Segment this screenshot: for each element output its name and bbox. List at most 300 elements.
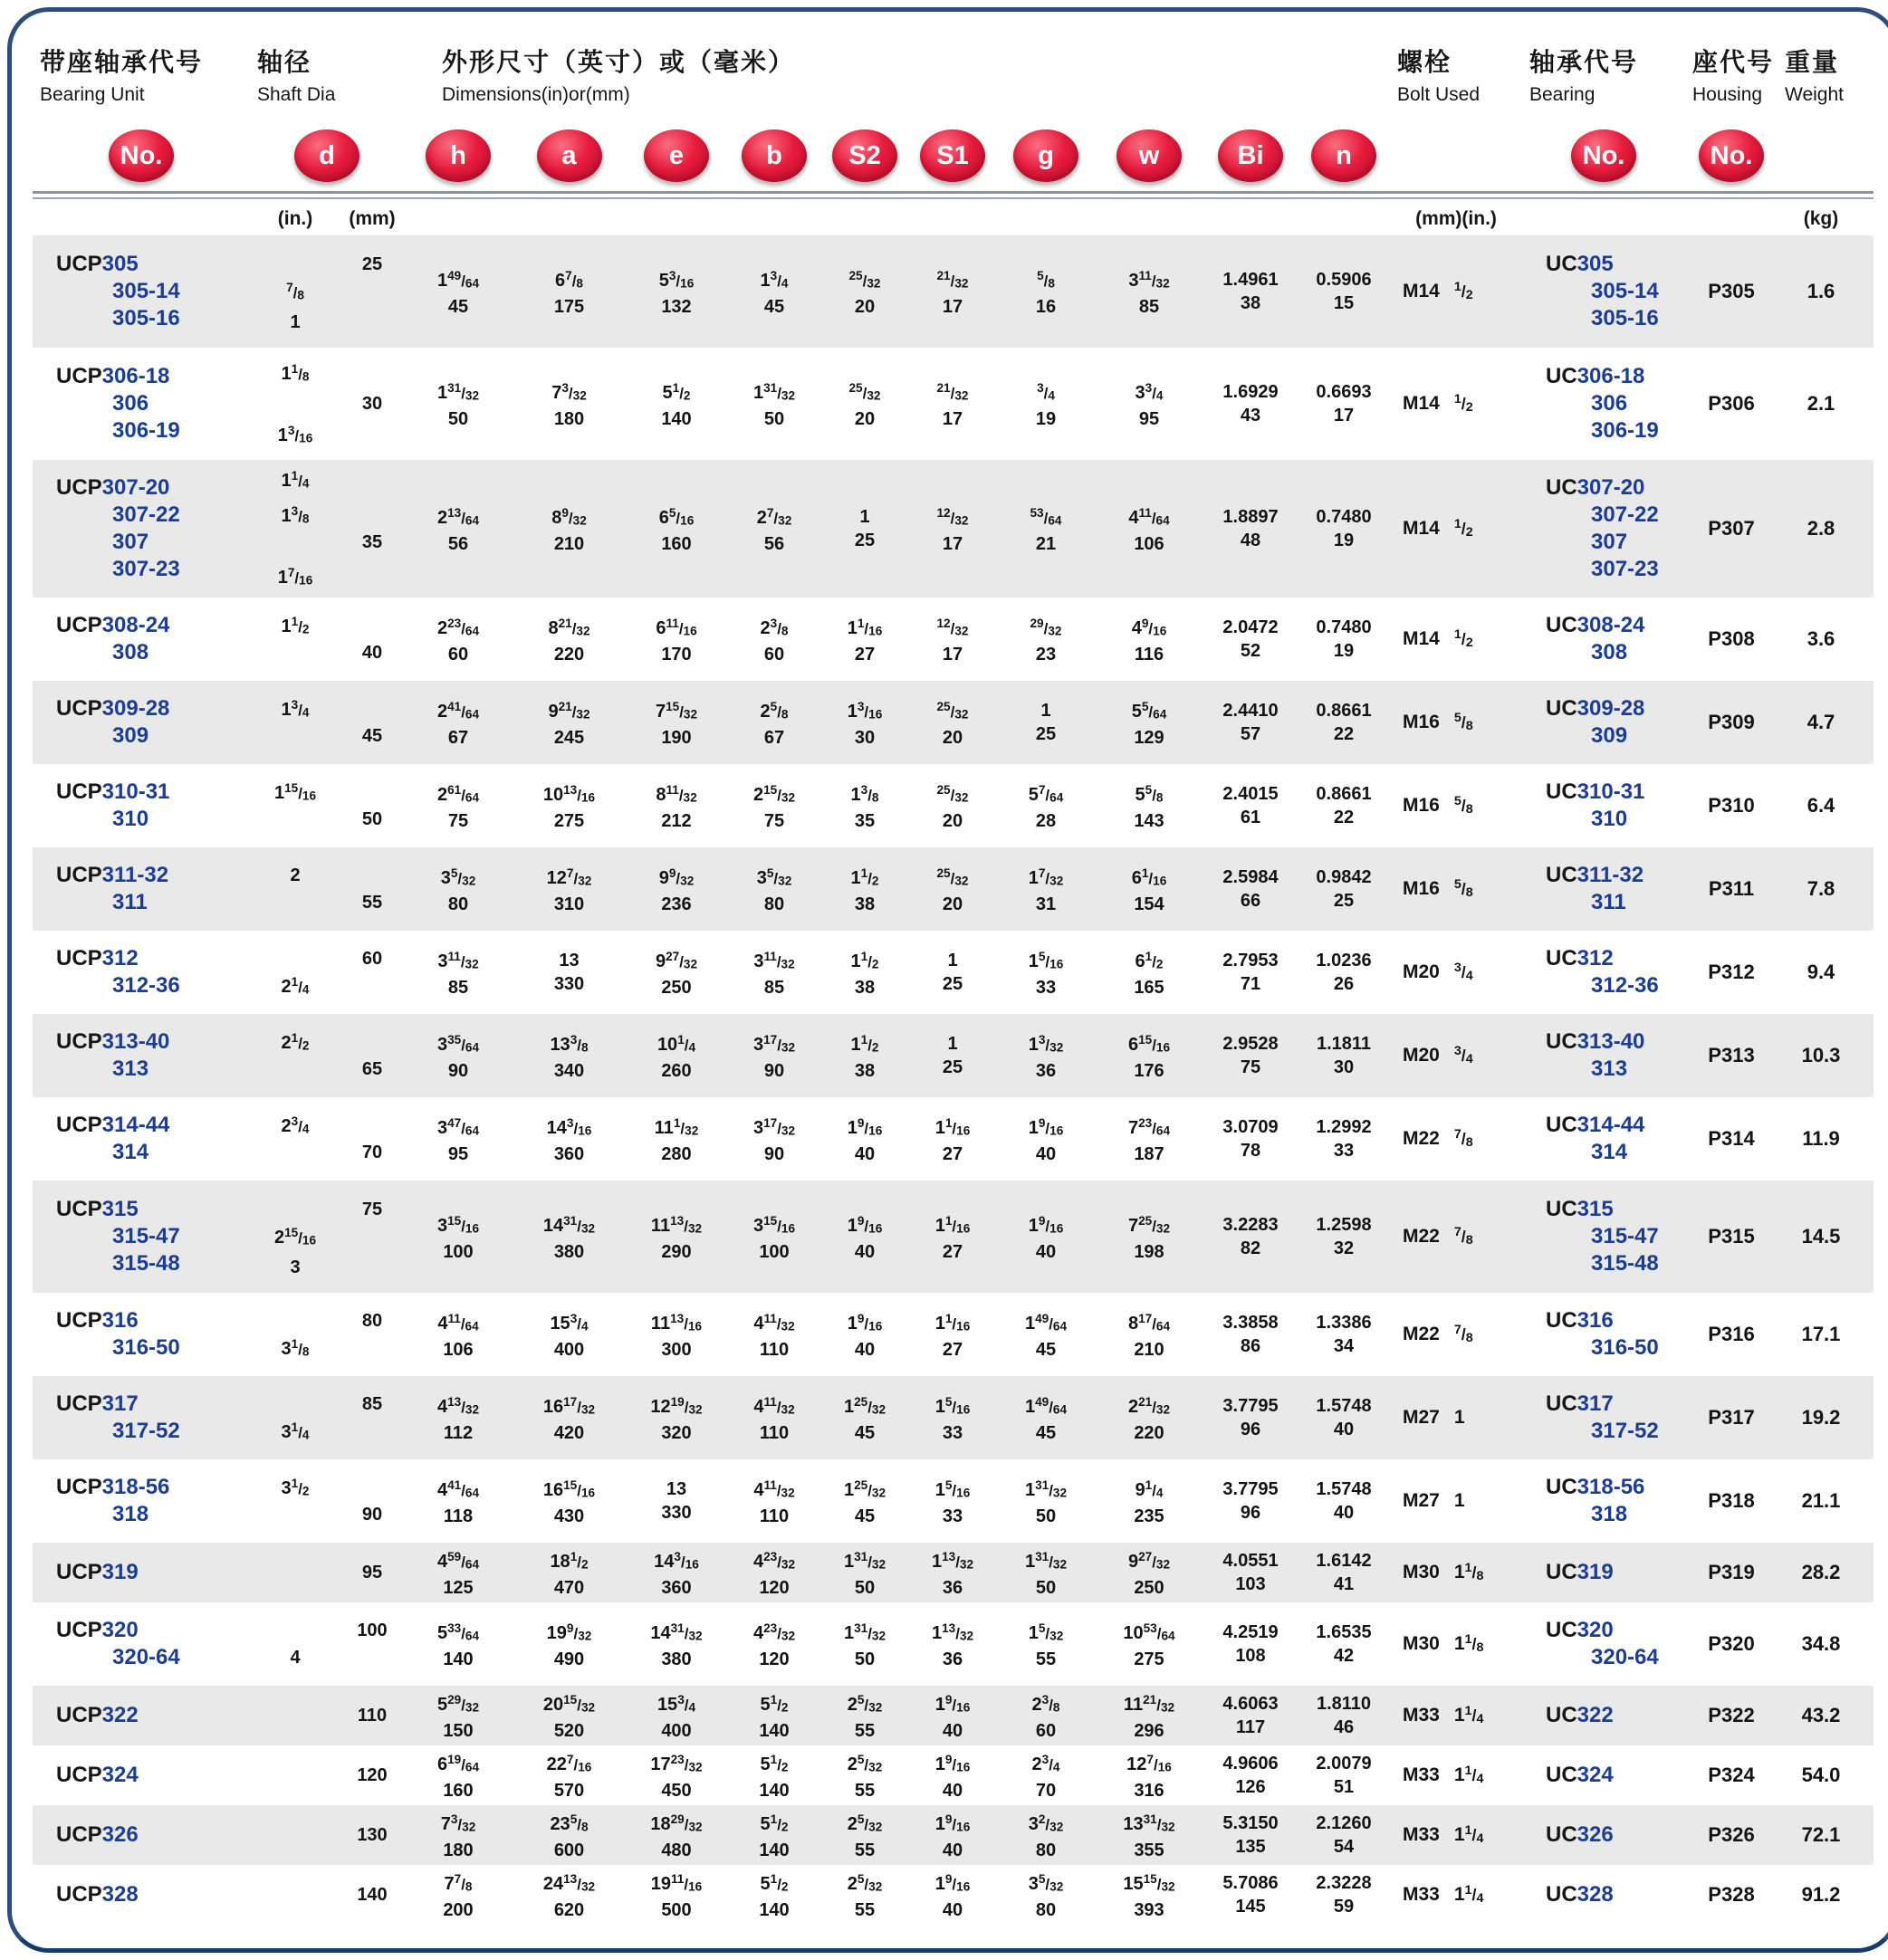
weight-value: 2.1 [1807,392,1835,415]
bearing-code: UC316 316-50 [1546,1308,1659,1360]
dim-b: 3$^{15}$/16 100 [752,1213,796,1263]
dim-b: 5$^1$/2 140 [759,1871,790,1921]
housing-code: P312 [1708,961,1755,983]
dim-b: 2$^{15}$/32 75 [752,782,796,832]
dim-s2: 1$^9$/16 40 [847,1213,883,1263]
dim-w: 2$^{21}$/32 220 [1127,1394,1171,1444]
shaft-dia-in [250,1702,340,1729]
dim-s2: 1$^1$/16 27 [847,616,883,665]
dim-g: 5$^7$/64 28 [1028,782,1064,832]
dim-a: 8$^{21}$/32 220 [548,616,590,665]
dim-s1: $^{25}$/32 20 [936,782,969,832]
header-group-bearing-unit [33,43,250,106]
dim-s1: 1$^1$/16 27 [934,1115,971,1165]
dim-w: 8$^{17}$/64 210 [1127,1311,1171,1361]
weight-value: 3.6 [1807,627,1835,650]
bearing-unit-code: UCP315 315-47 315-48 [56,1197,180,1276]
dim-s1: $^{21}$/32 17 [936,380,969,430]
shaft-dia-in: 2$^1$/2 [281,1030,310,1053]
shaft-dia-in: $^7$/8 1 [286,280,304,333]
dim-bi: 2.5984 66 [1222,867,1279,911]
shaft-dia-in [250,1762,340,1789]
dim-a: 18$^1$/2 470 [550,1549,589,1599]
dim-h: 3$^{47}$/64 95 [436,1115,480,1165]
housing-code: P328 [1708,1883,1755,1906]
table-row [33,1014,1874,1097]
weight-value: 4.7 [1807,711,1835,733]
dim-n: 0.6693 17 [1316,382,1372,425]
dim-h: 3$^5$/32 80 [440,865,476,915]
table-row [33,847,1874,931]
bearing-unit-code: UCP326 [56,1822,139,1847]
table-row [33,1805,1874,1865]
dim-h: 2$^{23}$/64 60 [436,616,480,665]
dim-bi: 3.2283 82 [1222,1215,1279,1258]
dim-a: 12$^7$/32 310 [546,865,592,915]
bearing-code: UC320 320-64 [1546,1618,1659,1669]
dim-s2: $^{25}$/32 20 [848,380,881,430]
dim-a: 16$^{15}$/16 430 [542,1477,596,1527]
dim-s2: 1$^3$/16 30 [847,699,883,749]
bearing-unit-code: UCP324 [56,1763,139,1787]
badge-g-icon: g [1013,129,1078,182]
dim-s2: 1$^9$/16 40 [847,1115,883,1165]
bearing-code: UC317 317-52 [1546,1391,1659,1443]
bolt-used: M27 1 [1403,1407,1465,1428]
shaft-dia-mm: 90 [361,1505,383,1525]
bearing-unit-code: UCP311-32 311 [56,863,169,914]
housing-code: P318 [1708,1489,1755,1512]
shaft-dia-in: 4 [290,1648,301,1668]
bearing-code: UC314-44 314 [1546,1113,1645,1164]
dim-bi: 2.7953 71 [1222,951,1279,994]
dim-bi: 1.6929 43 [1222,382,1279,425]
dim-s2: 1$^1$/2 38 [850,865,879,915]
bearing-unit-code: UCP308-24 308 [56,613,170,664]
dim-s1: 1$^9$/16 40 [934,1812,971,1861]
dim-h: 2$^{41}$/64 67 [436,699,480,749]
weight-value: 54.0 [1801,1764,1841,1786]
dim-w: 4$^9$/16 116 [1131,616,1167,665]
bolt-used: M20 $^3$/4 [1403,961,1473,984]
dim-s1: 1$^5$/16 33 [934,1394,971,1444]
dim-n: 0.8661 22 [1316,784,1372,827]
dim-g: 3$^5$/32 80 [1028,1871,1064,1921]
dim-s2: 2$^5$/32 55 [847,1812,883,1861]
bolt-used: M14 $^1$/2 [1403,280,1473,303]
dim-e: 6$^5$/16 160 [658,505,695,555]
dim-g: $^{53}$/64 21 [1030,505,1062,555]
bearing-unit-code: UCP314-44 314 [56,1113,170,1164]
table-row [33,460,1874,598]
bearing-code: UC322 [1546,1703,1614,1727]
dim-e: 11$^1$/32 280 [654,1115,699,1165]
shaft-dia-mm: 70 [361,1143,383,1162]
dim-b: 4$^{23}$/32 120 [752,1621,796,1670]
dim-n: 0.8661 22 [1316,701,1372,744]
dim-n: 2.1260 54 [1316,1813,1372,1857]
bearing-code: UC315 315-47 315-48 [1546,1197,1659,1276]
dim-e: 19$^{11}$/16 500 [650,1871,703,1921]
bearing-code: UC307-20 307-22 307 307-23 [1546,475,1659,581]
dim-bi: 3.7795 96 [1222,1479,1279,1523]
bolt-used: M33 1$^1$/4 [1403,1823,1484,1847]
shaft-dia-in: 1$^{15}$/16 [273,780,317,803]
dim-s1: $^{21}$/32 17 [936,268,969,318]
weight-value: 11.9 [1802,1127,1840,1150]
dim-e: 17$^{23}$/32 450 [650,1752,703,1802]
badge-a-icon: a [537,129,602,182]
dim-w: 3$^3$/4 95 [1135,380,1164,430]
dim-b: 3$^5$/32 80 [756,865,792,915]
bolt-used: M22 $^7$/8 [1403,1127,1473,1151]
dim-g: 1$^7$/32 31 [1028,865,1064,915]
dim-b: 3$^{11}$/32 85 [753,949,795,999]
dim-s1: $^{25}$/32 20 [936,699,969,749]
dim-e: 7$^{15}$/32 190 [655,699,698,749]
shaft-dia-mm: 55 [361,893,383,913]
shaft-dia-in: 3$^1$/8 [281,1336,310,1359]
dim-e: 5$^3$/16 132 [658,268,695,318]
bolt-used: M16 $^5$/8 [1403,711,1473,734]
dim-bi: 2.0472 52 [1222,617,1279,661]
dim-s2: 1$^{25}$/32 45 [843,1394,886,1444]
weight-value: 14.5 [1801,1225,1841,1248]
badge-bi-icon: Bi [1218,129,1283,182]
housing-code: P317 [1708,1406,1755,1429]
badge-h-icon: h [426,129,491,182]
dim-e: 11$^{13}$/32 290 [650,1213,703,1263]
shaft-dia-in: 1$^3$/4 [281,697,310,720]
dim-w: 7$^{25}$/32 198 [1127,1213,1171,1263]
dim-e: 14$^{31}$/32 380 [650,1621,703,1670]
unit-shaft-in: (in.) [277,208,313,229]
dim-w: 9$^{27}$/32 250 [1127,1549,1171,1599]
dim-n: 1.5748 40 [1316,1479,1372,1523]
dim-g: 1$^9$/16 40 [1028,1213,1064,1263]
header-group-housing [1685,43,1778,106]
housing-code: P324 [1708,1764,1755,1786]
dim-b: 4$^{11}$/32 110 [753,1311,795,1361]
dim-b: 5$^1$/2 140 [759,1812,790,1861]
dim-b: 1$^{31}$/32 50 [752,380,796,430]
dim-h: 3$^{11}$/32 85 [437,949,479,999]
dim-g: 1$^{31}$/32 50 [1024,1549,1068,1599]
housing-code: P326 [1708,1823,1755,1846]
dim-s2: 1$^{31}$/32 50 [843,1621,886,1670]
bolt-used: M30 1$^1$/8 [1403,1632,1484,1656]
header-dimensions-zh: 外形尺寸（英寸）或（毫米） [442,48,796,76]
dim-s1: 1$^9$/16 40 [934,1692,971,1742]
shaft-dia-mm: 75 [361,1200,383,1219]
housing-code: P306 [1708,392,1755,415]
bearing-unit-code: UCP309-28 309 [56,696,170,748]
weight-value: 72.1 [1801,1823,1841,1846]
dim-s2: 1 25 [854,507,876,550]
table-row [33,1745,1874,1805]
unit-shaft-mm: (mm) [349,208,396,229]
housing-code: P308 [1708,627,1755,650]
weight-value: 19.2 [1801,1406,1841,1429]
housing-code: P322 [1708,1704,1755,1726]
bearing-code: UC312 312-36 [1546,946,1659,998]
table-row [33,1376,1874,1459]
dim-n: 1.3386 34 [1316,1313,1372,1356]
badge-n-icon: n [1311,129,1376,182]
dim-g: 1$^5$/32 55 [1028,1621,1064,1670]
dim-w: 7$^{23}$/64 187 [1127,1115,1171,1165]
dim-bi: 1.8897 48 [1222,507,1279,550]
dim-w: 5$^5$/64 129 [1131,699,1167,749]
table-row [33,1865,1874,1925]
dim-g: $^5$/8 16 [1035,268,1057,318]
bearing-spec-table-card [7,7,1888,1953]
bearing-unit-code: UCP310-31 310 [56,779,170,831]
bearing-unit-code: UCP320 320-64 [56,1618,180,1669]
bolt-used: M33 1$^1$/4 [1403,1883,1484,1907]
table-row [33,1181,1874,1293]
dim-s2: 2$^5$/32 55 [847,1871,883,1921]
weight-value: 91.2 [1801,1883,1841,1906]
dim-h: 5$^{33}$/64 140 [436,1621,480,1670]
shaft-dia-mm: 110 [357,1706,388,1726]
dim-e: 5$^1$/2 140 [661,380,692,430]
header-group-shaft-dia [250,43,404,106]
shaft-dia-in [250,1881,340,1908]
shaft-dia-in: 1$^1$/4 1$^3$/8 1$^7$/16 [277,469,313,588]
shaft-dia-mm: 120 [357,1765,388,1785]
header-bearing-en: Bearing [1529,84,1596,105]
dim-a: 10$^{13}$/16 275 [542,782,596,832]
dim-e: 8$^{11}$/32 212 [656,782,697,832]
header-group-weight [1778,43,1864,106]
dim-a: 22$^7$/16 570 [546,1752,592,1802]
dim-w: 12$^7$/16 316 [1126,1752,1172,1802]
weight-value: 28.2 [1801,1561,1841,1583]
unit-weight: (kg) [1803,208,1839,229]
dim-s2: 1$^3$/8 35 [850,782,879,832]
header-shaft-dia-en: Shaft Dia [257,84,336,105]
units-row [33,203,1874,235]
bearing-code: UC313-40 313 [1546,1029,1645,1081]
dim-a: 7$^3$/32 180 [551,380,587,430]
dim-e: 11$^{13}$/16 300 [650,1311,703,1361]
bearing-code: UC308-24 308 [1546,613,1645,664]
shaft-dia-mm: 60 [361,949,383,969]
weight-value: 34.8 [1801,1632,1841,1655]
weight-value: 17.1 [1801,1323,1841,1345]
shaft-dia-mm: 130 [357,1825,388,1845]
dim-bi: 1.4961 38 [1222,270,1279,313]
dim-e: 14$^3$/16 360 [654,1549,699,1599]
dim-h: 3$^{35}$/64 90 [436,1032,480,1082]
bearing-unit-code: UCP322 [56,1703,139,1727]
housing-code: P315 [1708,1225,1755,1248]
dim-bi: 4.2519 108 [1222,1622,1279,1666]
dim-s2: 1$^{31}$/32 50 [843,1549,886,1599]
dim-a: 19$^9$/32 490 [546,1621,592,1670]
shaft-dia-in: 1$^1$/2 [281,614,310,636]
dim-bi: 4.9606 126 [1222,1754,1279,1797]
table-row [33,1097,1874,1181]
dim-s1: $^{12}$/32 17 [936,616,969,665]
dim-n: 0.5906 15 [1316,270,1372,313]
shaft-dia-mm: 30 [361,394,383,414]
dim-e: 18$^{29}$/32 480 [650,1812,703,1861]
dim-b: 4$^{11}$/32 110 [753,1394,795,1444]
dim-n: 1.1811 30 [1316,1034,1372,1077]
bearing-unit-code: UCP328 [56,1882,139,1907]
weight-value: 1.6 [1807,280,1835,302]
bolt-used: M22 $^7$/8 [1403,1323,1473,1346]
dim-e: 13 330 [661,1479,692,1523]
bearing-unit-code: UCP312 312-36 [56,946,180,998]
dim-a: 8$^9$/32 210 [551,505,587,555]
dim-e: 9$^9$/32 236 [658,865,695,915]
dim-g: 1 25 [1035,701,1057,744]
dim-a: 16$^{17}$/32 420 [542,1394,596,1444]
header-bolt-used-en: Bolt Used [1397,84,1481,105]
table-row [33,681,1874,764]
bolt-used: M33 1$^1$/4 [1403,1704,1484,1727]
dim-bi: 3.0709 78 [1222,1117,1279,1161]
shaft-dia-in: 3$^1$/4 [281,1420,310,1442]
dim-s1: 1$^5$/16 33 [934,1477,971,1527]
bearing-code: UC306-18 306 306-19 [1546,364,1659,443]
dim-h: 4$^{11}$/64 106 [437,1311,479,1361]
dim-a: 14$^3$/16 360 [546,1115,592,1165]
bolt-used: M33 1$^1$/4 [1403,1764,1484,1787]
dim-g: 1$^5$/16 33 [1028,949,1064,999]
dim-h: 2$^{13}$/64 56 [436,505,480,555]
dim-h: 4$^{41}$/64 118 [436,1477,480,1527]
bearing-code: UC318-56 318 [1546,1475,1645,1526]
header-housing-zh: 座代号 [1692,48,1775,76]
header-shaft-dia-zh: 轴径 [257,48,312,76]
dim-w: 9$^1$/4 235 [1134,1477,1164,1527]
dim-w: 15$^{15}$/32 393 [1123,1871,1175,1921]
dim-n: 0.7480 19 [1316,617,1372,661]
dim-n: 1.6142 41 [1316,1551,1372,1594]
bearing-code: UC309-28 309 [1546,696,1645,748]
dim-n: 0.7480 19 [1316,507,1372,550]
header-weight-en: Weight [1785,84,1844,105]
bolt-used: M22 $^7$/8 [1403,1225,1473,1248]
table-row [33,348,1874,460]
dim-a: 15$^3$/4 400 [550,1311,589,1361]
shaft-dia-in [250,1559,340,1586]
table-body [33,235,1874,1925]
dim-e: 6$^{11}$/16 170 [656,616,697,665]
table-row [33,1293,1874,1376]
dim-bi: 4.0551 103 [1222,1551,1279,1594]
housing-code: P320 [1708,1632,1755,1655]
bearing-unit-code: UCP305 305-14 305-16 [56,252,180,330]
dim-b: 2$^5$/8 67 [760,699,789,749]
header-bearing-zh: 轴承代号 [1529,48,1639,76]
dim-a: 13 330 [553,951,585,994]
dim-w: 11$^{21}$/32 296 [1123,1692,1175,1742]
dim-e: 12$^{19}$/32 320 [650,1394,703,1444]
dim-e: 15$^3$/4 400 [656,1692,696,1742]
dim-s2: 2$^5$/32 55 [847,1692,883,1742]
bearing-code: UC310-31 310 [1546,779,1645,831]
dim-a: 14$^{31}$/32 380 [542,1213,596,1263]
dim-b: 5$^1$/2 140 [759,1692,790,1742]
dim-w: 10$^{53}$/64 275 [1123,1621,1175,1670]
dim-g: $^{29}$/32 23 [1030,616,1062,665]
dim-g: 2$^3$/8 60 [1031,1692,1060,1742]
housing-code: P314 [1708,1127,1755,1150]
column-badge-row [33,129,1874,182]
weight-value: 43.2 [1801,1704,1841,1726]
dim-g: 3$^2$/32 80 [1028,1812,1064,1861]
badge-e-icon: e [644,129,709,182]
dim-a: 13$^3$/8 340 [550,1032,589,1082]
dim-s2: 1$^{25}$/32 45 [843,1477,886,1527]
bearing-code: UC319 [1546,1560,1614,1584]
header-group-dimensions [404,43,1390,106]
dim-w: 6$^1$/2 165 [1134,949,1164,999]
shaft-dia-mm: 140 [357,1885,388,1905]
bearing-code: UC326 [1546,1822,1614,1847]
shaft-dia-in: 2 [290,865,301,885]
table-row [33,764,1874,847]
table-header [33,43,1874,106]
dim-a: 20$^{15}$/32 520 [542,1692,596,1742]
dim-w: 4$^{11}$/64 106 [1128,505,1170,555]
dim-bi: 3.7795 96 [1222,1396,1279,1439]
dim-bi: 5.7086 145 [1222,1873,1279,1917]
dim-n: 1.2598 32 [1316,1215,1372,1258]
dim-bi: 2.4015 61 [1222,784,1279,827]
housing-code: P313 [1708,1044,1755,1066]
table-row [33,1602,1874,1686]
dim-s1: 1 25 [942,951,963,994]
weight-value: 7.8 [1807,877,1835,900]
dim-g: 1$^3$/32 36 [1028,1032,1064,1082]
table-row [33,1543,1874,1602]
housing-code: P309 [1708,711,1755,733]
dim-a: 9$^{21}$/32 245 [548,699,590,749]
housing-code: P316 [1708,1323,1755,1345]
dim-b: 2$^3$/8 60 [760,616,789,665]
dim-bi: 4.6063 117 [1222,1694,1279,1737]
shaft-dia-mm: 65 [361,1059,383,1079]
dim-a: 6$^7$/8 175 [553,268,585,318]
bolt-used: M27 1 [1403,1490,1465,1511]
dim-a: 24$^{13}$/32 620 [542,1871,596,1921]
shaft-dia-in: 1$^1$/8 1$^3$/16 [277,361,313,445]
shaft-dia-mm: 95 [361,1563,383,1582]
weight-value: 6.4 [1807,794,1835,817]
badge-w-icon: w [1117,129,1182,182]
dim-b: 5$^1$/2 140 [759,1752,790,1802]
dim-a: 23$^5$/8 600 [550,1812,589,1861]
bolt-used: M14 $^1$/2 [1403,627,1473,651]
bolt-used: M20 $^3$/4 [1403,1044,1473,1067]
dim-s2: 2$^5$/32 55 [847,1752,883,1802]
header-dimensions-en: Dimensions(in)or(mm) [442,84,630,105]
bolt-used: M16 $^5$/8 [1403,794,1473,817]
header-bolt-used-zh: 螺栓 [1397,48,1452,76]
bearing-unit-code: UCP316 316-50 [56,1308,180,1360]
badge-bearing-no-icon: No. [1571,129,1636,182]
dim-b: 2$^7$/32 56 [756,505,792,555]
bearing-code: UC328 [1546,1882,1614,1907]
badge-housing-no-icon: No. [1699,129,1764,182]
shaft-dia-mm: 35 [361,532,383,552]
